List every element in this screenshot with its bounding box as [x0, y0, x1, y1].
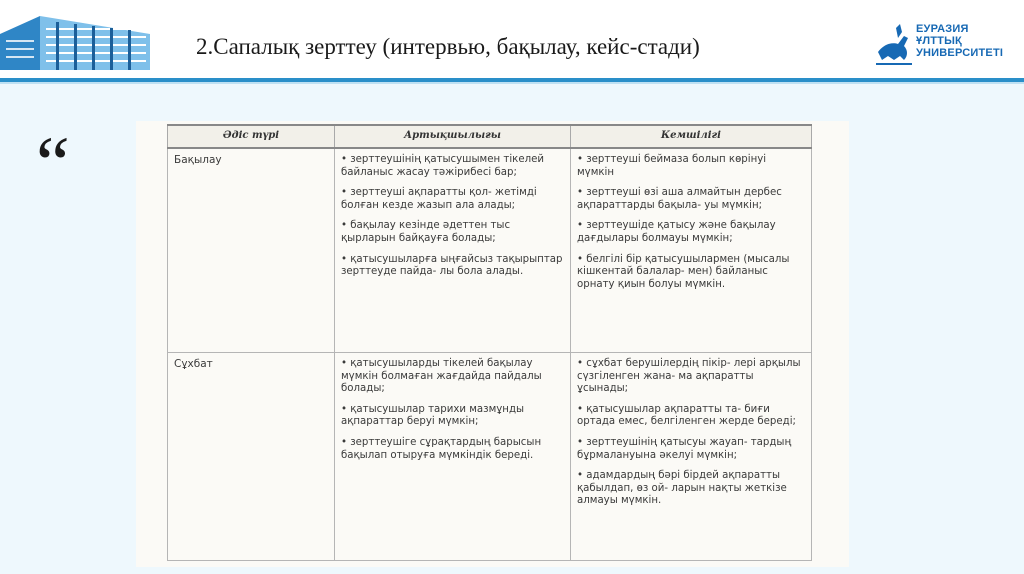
- university-name: [916, 23, 1003, 59]
- table-image: [136, 121, 849, 567]
- method-cell: Сұхбат: [168, 353, 335, 561]
- advantage-item: • қатысушыларға ыңғайсыз тақырыптар зерттеуде пайда- лы бола алады.: [341, 254, 564, 279]
- disadvantages-cell: [571, 353, 812, 561]
- university-name-line: ЕУРАЗИЯ: [916, 23, 969, 35]
- advantages-cell: [335, 353, 571, 561]
- method-cell: Бақылау: [168, 148, 335, 353]
- disadvantage-item: • зерттеушіде қатысу және бақылау дағдылары болмауы мүмкін;: [577, 220, 805, 245]
- advantage-item: • бақылау кезінде әдеттен тыс қырларын байқауға болады;: [341, 220, 564, 245]
- quote-mark: “: [36, 122, 70, 206]
- disadvantage-item: • зерттеуші беймаза болып көрінуі мүмкін: [577, 154, 805, 179]
- table-row: [168, 148, 812, 353]
- header-bar: [0, 0, 1024, 78]
- building-logo-icon: [0, 12, 160, 72]
- header-method-type: Әдіс түрі: [168, 125, 335, 148]
- disadvantage-item: • адамдардың бәрі бірдей ақпаратты қабылдап, өз ой- ларын нақты жеткізе алмауы мүмкін.: [577, 470, 805, 508]
- disadvantage-item: • сұхбат берушілердің пікір- лері арқылы сүзгіленген жана- ма ақпаратты ұсынады;: [577, 358, 805, 396]
- advantage-item: • қатысушыларды тікелей бақылау мүмкін болмаған жағдайда пайдалы болады;: [341, 358, 564, 396]
- disadvantage-item: • белгілі бір қатысушылармен (мысалы кішкентай балалар- мен) байланыс орнату қиын болуы мүмкін.: [577, 254, 805, 292]
- disadvantages-cell: [571, 148, 812, 353]
- advantage-item: • қатысушылар тарихи мазмұнды ақпараттар беруі мүмкін;: [341, 404, 564, 429]
- table-header-row: [168, 125, 812, 148]
- university-name-line: ҰЛТТЫҚ: [916, 35, 962, 47]
- advantage-item: • зерттеушінің қатысушымен тікелей байланыс жасау тәжірибесі бар;: [341, 154, 564, 179]
- disadvantage-item: • зерттеуші өзі аша алмайтын дербес ақпараттарды бақыла- уы мүмкін;: [577, 187, 805, 212]
- header-divider-light: [0, 82, 1024, 84]
- advantage-item: • зерттеуші ақпаратты қол- жетімді болған кезде жазып ала алады;: [341, 187, 564, 212]
- header-disadvantages: Кемшілігі: [571, 125, 812, 148]
- advantages-cell: [335, 148, 571, 353]
- table-row: [168, 353, 812, 561]
- horse-rider-emblem-icon: [874, 22, 914, 68]
- university-logo: [874, 22, 1024, 68]
- slide-title: 2.Сапалық зерттеу (интервью, бақылау, кейс-стади): [196, 34, 700, 59]
- disadvantage-item: • зерттеушінің қатысуы жауап- тардың бұрмалануына әкелуі мүмкін;: [577, 437, 805, 462]
- advantage-item: • зерттеушіге сұрақтардың барысын бақылап отыруға мүмкіндік береді.: [341, 437, 564, 462]
- disadvantage-item: • қатысушылар ақпаратты та- биғи ортада емес, белгіленген жерде береді;: [577, 404, 805, 429]
- header-advantages: Артықшылығы: [335, 125, 571, 148]
- methods-table: [167, 124, 812, 561]
- university-name-line: УНИВЕРСИТЕТІ: [916, 47, 1004, 59]
